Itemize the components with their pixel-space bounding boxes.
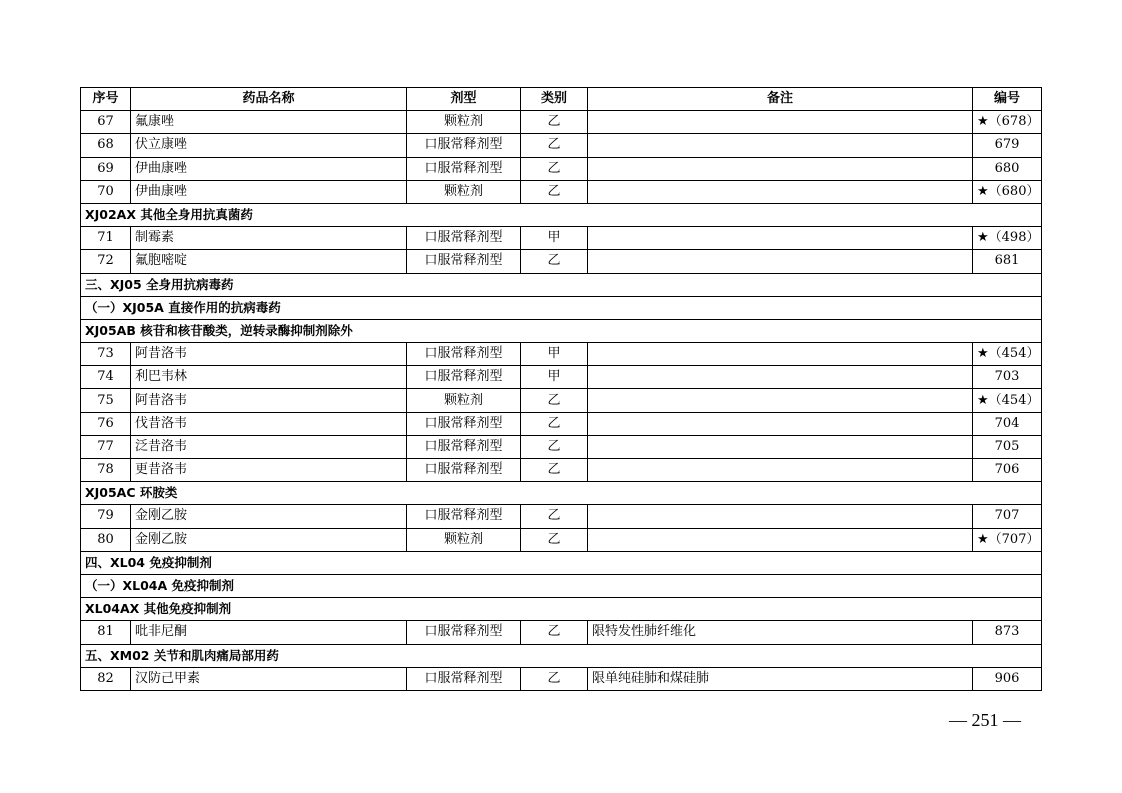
cell-dosage-form: 颗粒剂 bbox=[407, 180, 521, 203]
cell-note bbox=[588, 389, 973, 412]
cell-num: 81 bbox=[81, 621, 131, 644]
cell-dosage-form: 口服常释剂型 bbox=[407, 667, 521, 690]
cell-category: 乙 bbox=[521, 505, 588, 528]
header-class: 类别 bbox=[521, 88, 588, 111]
header-name: 药品名称 bbox=[131, 88, 407, 111]
table-row bbox=[81, 505, 1042, 528]
cell-dosage-form: 口服常释剂型 bbox=[407, 227, 521, 250]
cell-note bbox=[588, 412, 973, 435]
table-row bbox=[81, 435, 1042, 458]
cell-code: 679 bbox=[973, 134, 1042, 157]
cell-dosage-form: 口服常释剂型 bbox=[407, 412, 521, 435]
cell-dosage-form: 口服常释剂型 bbox=[407, 343, 521, 366]
section-title: （一）XJ05A 直接作用的抗病毒药 bbox=[81, 296, 1042, 319]
cell-category: 乙 bbox=[521, 435, 588, 458]
cell-num: 69 bbox=[81, 157, 131, 180]
cell-code: ★（680） bbox=[973, 180, 1042, 203]
table-row bbox=[81, 227, 1042, 250]
section-title: （一）XL04A 免疫抑制剂 bbox=[81, 574, 1042, 597]
cell-category: 乙 bbox=[521, 157, 588, 180]
section-title: XJ02AX 其他全身用抗真菌药 bbox=[81, 203, 1042, 226]
cell-drug-name: 更昔洛韦 bbox=[131, 459, 407, 482]
cell-category: 乙 bbox=[521, 180, 588, 203]
cell-dosage-form: 颗粒剂 bbox=[407, 528, 521, 551]
table-row bbox=[81, 389, 1042, 412]
cell-code: ★（678） bbox=[973, 111, 1042, 134]
cell-drug-name: 伊曲康唑 bbox=[131, 180, 407, 203]
cell-note bbox=[588, 459, 973, 482]
cell-num: 82 bbox=[81, 667, 131, 690]
table-row bbox=[81, 366, 1042, 389]
cell-note bbox=[588, 528, 973, 551]
cell-dosage-form: 口服常释剂型 bbox=[407, 157, 521, 180]
section-title: XJ05AB 核苷和核苷酸类，逆转录酶抑制剂除外 bbox=[81, 319, 1042, 342]
section-title: XJ05AC 环胺类 bbox=[81, 482, 1042, 505]
cell-note bbox=[588, 343, 973, 366]
header-note: 备注 bbox=[588, 88, 973, 111]
cell-num: 80 bbox=[81, 528, 131, 551]
cell-note bbox=[588, 505, 973, 528]
cell-code: 707 bbox=[973, 505, 1042, 528]
cell-category: 乙 bbox=[521, 528, 588, 551]
cell-code: ★（707） bbox=[973, 528, 1042, 551]
cell-code: 873 bbox=[973, 621, 1042, 644]
cell-drug-name: 泛昔洛韦 bbox=[131, 435, 407, 458]
cell-code: ★（454） bbox=[973, 389, 1042, 412]
cell-dosage-form: 口服常释剂型 bbox=[407, 250, 521, 273]
cell-dosage-form: 颗粒剂 bbox=[407, 389, 521, 412]
cell-dosage-form: 口服常释剂型 bbox=[407, 621, 521, 644]
page-number: — 251 — bbox=[949, 710, 1021, 730]
cell-drug-name: 吡非尼酮 bbox=[131, 621, 407, 644]
section-title: 三、XJ05 全身用抗病毒药 bbox=[81, 273, 1042, 296]
cell-note bbox=[588, 134, 973, 157]
table-row bbox=[81, 180, 1042, 203]
cell-drug-name: 制霉素 bbox=[131, 227, 407, 250]
cell-dosage-form: 口服常释剂型 bbox=[407, 459, 521, 482]
table-body bbox=[81, 111, 1042, 691]
cell-drug-name: 金刚乙胺 bbox=[131, 505, 407, 528]
cell-category: 乙 bbox=[521, 459, 588, 482]
cell-category: 乙 bbox=[521, 389, 588, 412]
cell-num: 67 bbox=[81, 111, 131, 134]
cell-drug-name: 阿昔洛韦 bbox=[131, 343, 407, 366]
cell-dosage-form: 口服常释剂型 bbox=[407, 435, 521, 458]
header-form: 剂型 bbox=[407, 88, 521, 111]
section-title: XL04AX 其他免疫抑制剂 bbox=[81, 598, 1042, 621]
table-row bbox=[81, 412, 1042, 435]
cell-drug-name: 伏立康唑 bbox=[131, 134, 407, 157]
cell-num: 68 bbox=[81, 134, 131, 157]
cell-category: 乙 bbox=[521, 111, 588, 134]
cell-drug-name: 利巴韦林 bbox=[131, 366, 407, 389]
cell-code: 680 bbox=[973, 157, 1042, 180]
cell-code: 703 bbox=[973, 366, 1042, 389]
cell-num: 78 bbox=[81, 459, 131, 482]
drug-table-container bbox=[80, 87, 1041, 691]
cell-category: 甲 bbox=[521, 343, 588, 366]
cell-note bbox=[588, 435, 973, 458]
cell-category: 乙 bbox=[521, 667, 588, 690]
cell-drug-name: 汉防己甲素 bbox=[131, 667, 407, 690]
table-row bbox=[81, 111, 1042, 134]
cell-num: 74 bbox=[81, 366, 131, 389]
cell-note: 限单纯硅肺和煤硅肺 bbox=[588, 667, 973, 690]
cell-category: 乙 bbox=[521, 134, 588, 157]
cell-category: 甲 bbox=[521, 366, 588, 389]
cell-drug-name: 氟康唑 bbox=[131, 111, 407, 134]
cell-category: 乙 bbox=[521, 621, 588, 644]
table-row bbox=[81, 621, 1042, 644]
cell-drug-name: 阿昔洛韦 bbox=[131, 389, 407, 412]
cell-note bbox=[588, 111, 973, 134]
table-row bbox=[81, 343, 1042, 366]
table-header-row bbox=[81, 88, 1042, 111]
cell-drug-name: 伊曲康唑 bbox=[131, 157, 407, 180]
section-header-row bbox=[81, 273, 1042, 296]
cell-code: ★（454） bbox=[973, 343, 1042, 366]
section-title: 四、XL04 免疫抑制剂 bbox=[81, 551, 1042, 574]
cell-code: 704 bbox=[973, 412, 1042, 435]
cell-drug-name: 伐昔洛韦 bbox=[131, 412, 407, 435]
section-title: 五、XM02 关节和肌肉痛局部用药 bbox=[81, 644, 1042, 667]
section-header-row bbox=[81, 551, 1042, 574]
cell-num: 75 bbox=[81, 389, 131, 412]
section-header-row bbox=[81, 644, 1042, 667]
cell-dosage-form: 口服常释剂型 bbox=[407, 134, 521, 157]
table-row bbox=[81, 157, 1042, 180]
section-header-row bbox=[81, 319, 1042, 342]
cell-dosage-form: 颗粒剂 bbox=[407, 111, 521, 134]
cell-num: 79 bbox=[81, 505, 131, 528]
cell-dosage-form: 口服常释剂型 bbox=[407, 505, 521, 528]
cell-num: 77 bbox=[81, 435, 131, 458]
cell-drug-name: 氟胞嘧啶 bbox=[131, 250, 407, 273]
cell-code: 705 bbox=[973, 435, 1042, 458]
header-num: 序号 bbox=[81, 88, 131, 111]
cell-dosage-form: 口服常释剂型 bbox=[407, 366, 521, 389]
cell-num: 70 bbox=[81, 180, 131, 203]
cell-code: ★（498） bbox=[973, 227, 1042, 250]
cell-note bbox=[588, 227, 973, 250]
cell-note bbox=[588, 180, 973, 203]
cell-drug-name: 金刚乙胺 bbox=[131, 528, 407, 551]
cell-category: 乙 bbox=[521, 250, 588, 273]
cell-code: 681 bbox=[973, 250, 1042, 273]
header-code: 编号 bbox=[973, 88, 1042, 111]
cell-note bbox=[588, 157, 973, 180]
cell-code: 706 bbox=[973, 459, 1042, 482]
cell-note bbox=[588, 366, 973, 389]
table-row bbox=[81, 250, 1042, 273]
table-row bbox=[81, 528, 1042, 551]
section-header-row bbox=[81, 574, 1042, 597]
section-header-row bbox=[81, 598, 1042, 621]
cell-num: 71 bbox=[81, 227, 131, 250]
section-header-row bbox=[81, 203, 1042, 226]
cell-num: 72 bbox=[81, 250, 131, 273]
cell-num: 73 bbox=[81, 343, 131, 366]
cell-code: 906 bbox=[973, 667, 1042, 690]
drug-table bbox=[80, 87, 1042, 691]
section-header-row bbox=[81, 296, 1042, 319]
cell-num: 76 bbox=[81, 412, 131, 435]
cell-category: 甲 bbox=[521, 227, 588, 250]
table-row bbox=[81, 667, 1042, 690]
cell-note: 限特发性肺纤维化 bbox=[588, 621, 973, 644]
cell-note bbox=[588, 250, 973, 273]
cell-category: 乙 bbox=[521, 412, 588, 435]
table-row bbox=[81, 134, 1042, 157]
table-row bbox=[81, 459, 1042, 482]
section-header-row bbox=[81, 482, 1042, 505]
